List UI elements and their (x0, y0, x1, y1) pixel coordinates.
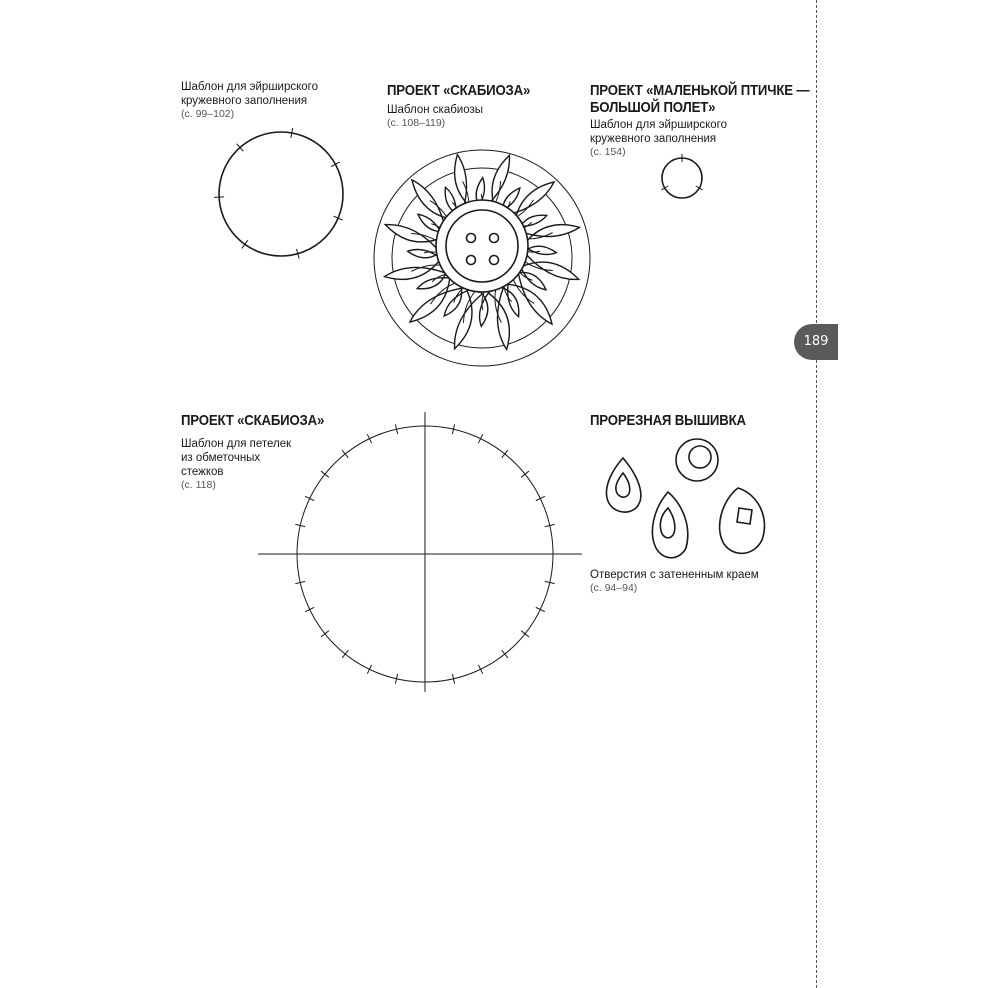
flower-center-ring (436, 200, 528, 292)
cutwork-title: ПРОРЕЗНАЯ ВЫШИВКА (590, 412, 746, 429)
little-bird-circle (662, 158, 702, 198)
teardrop-shape (606, 458, 640, 512)
petal (488, 287, 510, 350)
scabiosa-top-ref: (с. 108–119) (387, 117, 446, 129)
scabiosa-bottom-ref: (с. 118) (181, 479, 216, 491)
tick-mark (502, 450, 508, 458)
little-bird-ref: (с. 154) (590, 146, 626, 158)
scabiosa-flower-template (374, 150, 590, 366)
tick-mark (342, 450, 348, 458)
little-bird-caption: Шаблон для эйрширского кружевного заполнения (590, 119, 728, 145)
tick-mark (305, 607, 314, 611)
tick-mark (367, 665, 371, 674)
tick-mark (502, 650, 508, 658)
scabiosa-bottom-caption-line1: Шаблон для петелек (181, 438, 292, 450)
buttonhole-template (258, 412, 582, 692)
scabiosa-bottom-caption-line2: из обметочных (181, 452, 261, 464)
tick-mark (321, 471, 329, 477)
tick-mark (521, 471, 529, 477)
ayrshire-large-ref: (с. 99–102) (181, 108, 235, 120)
leaf-shape (652, 492, 687, 558)
ayrshire-large-circle (219, 132, 343, 256)
tick-mark (521, 631, 529, 637)
scabiosa-bottom-title: ПРОЕКТ «СКАБИОЗА» (181, 412, 325, 429)
little-bird-template (661, 154, 703, 198)
tick-mark (478, 665, 482, 674)
rounded-leaf-shape (720, 488, 765, 553)
tick-mark (536, 496, 545, 500)
little-bird-title-line1: ПРОЕКТ «МАЛЕНЬКОЙ ПТИЧКЕ — (590, 82, 810, 99)
cutwork-caption: Отверстия с затененным краем (590, 569, 759, 581)
tick-mark (242, 240, 248, 248)
little-bird-ticks (661, 154, 703, 190)
tick-mark (321, 631, 329, 637)
tick-mark (305, 496, 314, 500)
page-number: 189 (803, 334, 829, 349)
tick-mark (367, 434, 371, 443)
little-bird-title-line2: БОЛЬШОЙ ПОЛЕТ» (590, 99, 716, 116)
cutwork-ref: (с. 94–94) (590, 582, 638, 594)
ayrshire-large-template (214, 128, 343, 258)
scabiosa-top-caption: Шаблон скабиозы (387, 104, 484, 116)
scabiosa-bottom-caption-line3: стежков (181, 466, 224, 478)
tick-mark (536, 607, 545, 611)
ring-shape (676, 439, 718, 481)
tick-mark (342, 650, 348, 658)
cutwork-shapes (606, 439, 764, 558)
tick-mark (478, 434, 482, 443)
ayrshire-large-caption: Шаблон для эйрширского кружевного заполнения (181, 81, 319, 107)
scabiosa-top-title: ПРОЕКТ «СКАБИОЗА» (387, 82, 531, 99)
